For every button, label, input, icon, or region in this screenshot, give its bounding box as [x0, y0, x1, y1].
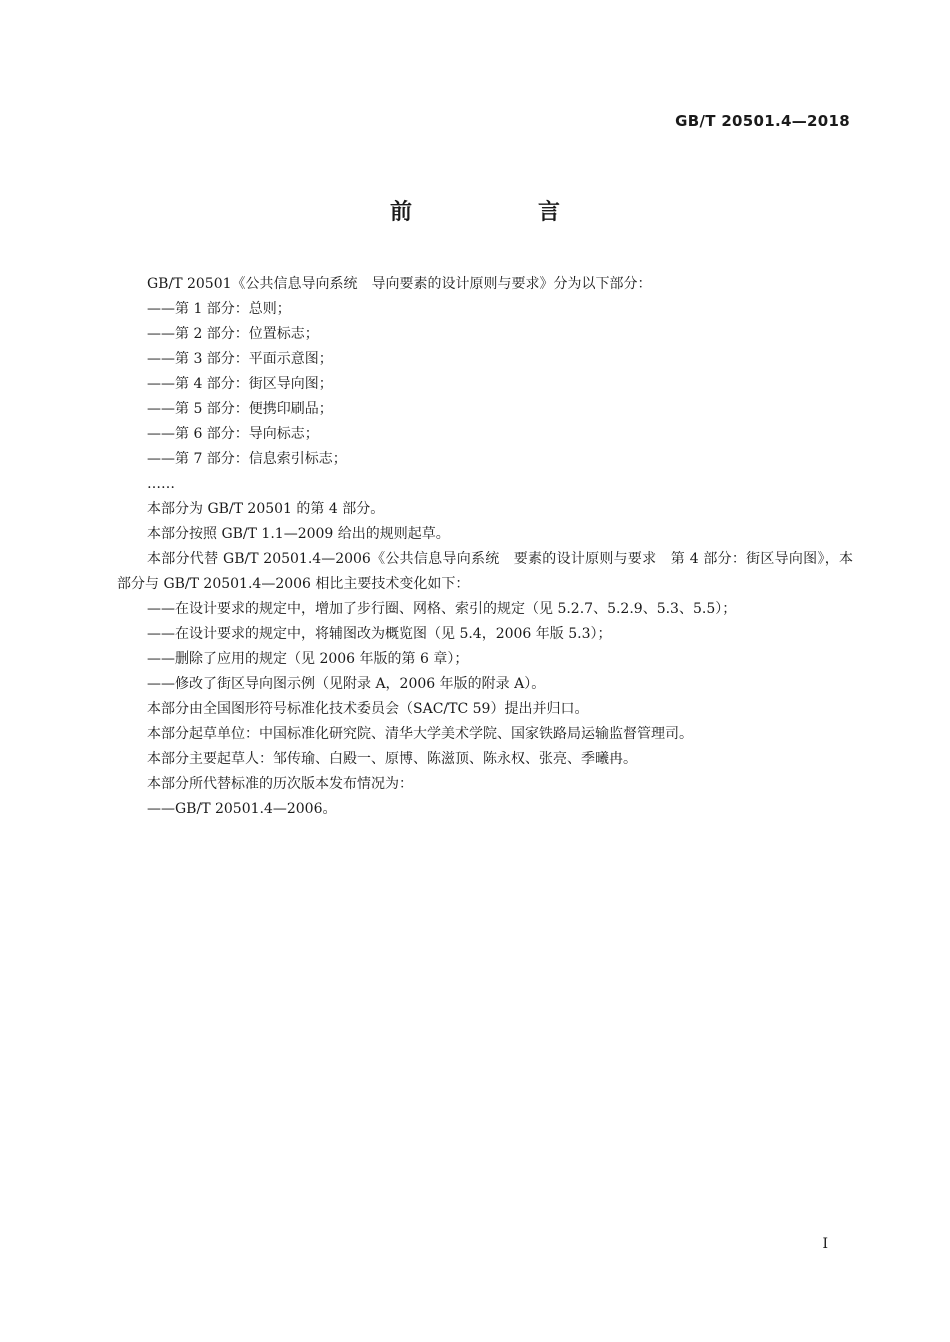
- change-list-item: ——删除了应用的规定（见 2006 年版的第 6 章）；: [147, 651, 469, 667]
- drafters-paragraph: 本部分主要起草人：邹传瑜、白殿一、原博、陈滋顶、陈永权、张亮、季曦冉。: [147, 751, 637, 767]
- replaces-paragraph: 本部分代替 GB/T 20501.4—2006《公共信息导向系统 要素的设计原则与要求 第 4 部分：街区导向图》，本部分与 GB/T 20501.4—2006 相比主要技术变化如下：: [117, 551, 853, 592]
- standard-code: GB/T 20501.4—2018: [675, 112, 850, 130]
- history-list-item: ——GB/T 20501.4—2006。: [147, 801, 337, 817]
- history-intro-paragraph: 本部分所代替标准的历次版本发布情况为：: [147, 776, 413, 792]
- proposed-by-paragraph: 本部分由全国图形符号标准化技术委员会（SAC/TC 59）提出并归口。: [147, 701, 589, 717]
- part-list-item: ——第 6 部分：导向标志；: [147, 426, 319, 442]
- drafting-rules-paragraph: 本部分按照 GB/T 1.1—2009 给出的规则起草。: [147, 526, 450, 542]
- change-list-item: ——在设计要求的规定中，增加了步行圈、网格、索引的规定（见 5.2.7、5.2.9、5.3、5.5）；: [147, 601, 737, 617]
- change-list-item: ——修改了街区导向图示例（见附录 A，2006 年版的附录 A）。: [147, 676, 546, 692]
- this-part-paragraph: 本部分为 GB/T 20501 的第 4 部分。: [147, 501, 385, 517]
- drafting-units-paragraph: 本部分起草单位：中国标准化研究院、清华大学美术学院、国家铁路局运输监督管理司。: [147, 726, 693, 742]
- part-list-item: ——第 4 部分：街区导向图；: [147, 376, 333, 392]
- change-list-item: ——在设计要求的规定中，将辅图改为概览图（见 5.4，2006 年版 5.3）；: [147, 626, 612, 642]
- part-list-item: ——第 1 部分：总则；: [147, 301, 291, 317]
- intro-paragraph: GB/T 20501《公共信息导向系统 导向要素的设计原则与要求》分为以下部分：: [147, 276, 652, 292]
- ellipsis: ……: [147, 476, 175, 492]
- document-body: [117, 272, 853, 822]
- part-list-item: ——第 5 部分：便携印刷品；: [147, 401, 333, 417]
- page-number: I: [822, 1236, 828, 1252]
- part-list-item: ——第 2 部分：位置标志；: [147, 326, 319, 342]
- part-list-item: ——第 7 部分：信息索引标志；: [147, 451, 347, 467]
- page-title: 前 言: [389, 200, 612, 225]
- part-list-item: ——第 3 部分：平面示意图；: [147, 351, 333, 367]
